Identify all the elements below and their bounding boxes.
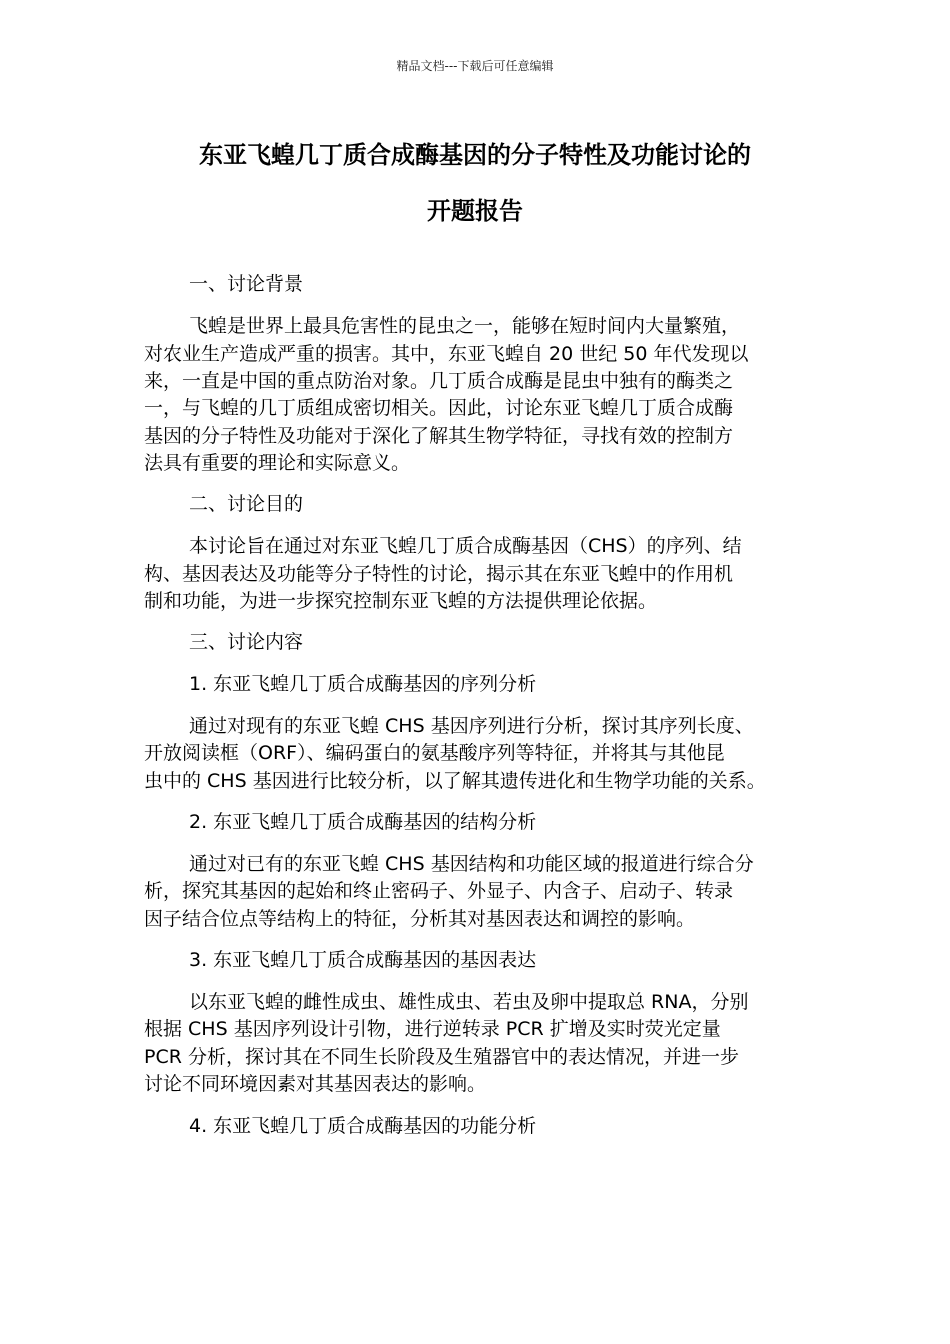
subheading-4: 4. 东亚飞蝗几丁质合成酶基因的功能分析 — [189, 1115, 537, 1137]
paragraph-line: 构、基因表达及功能等分子特性的讨论，揭示其在东亚飞蝗中的作用机 — [144, 563, 734, 585]
subheading-1: 1. 东亚飞蝗几丁质合成酶基因的序列分析 — [189, 673, 537, 695]
paragraph-line: 通过对现有的东亚飞蝗 CHS 基因序列进行分析，探讨其序列长度、 — [189, 715, 754, 737]
paragraph-line: 飞蝗是世界上最具危害性的昆虫之一，能够在短时间内大量繁殖， — [189, 315, 741, 337]
section-heading-background: 一、讨论背景 — [189, 273, 304, 295]
paragraph-line: 开放阅读框（ORF）、编码蛋白的氨基酸序列等特征，并将其与其他昆 — [144, 742, 725, 764]
paragraph-line: 根据 CHS 基因序列设计引物，进行逆转录 PCR 扩增及实时荧光定量 — [144, 1018, 721, 1040]
paragraph-line: 来，一直是中国的重点防治对象。几丁质合成酶是昆虫中独有的酶类之 — [144, 370, 734, 392]
paragraph-line: 本讨论旨在通过对东亚飞蝗几丁质合成酶基因（CHS）的序列、结 — [189, 535, 742, 557]
paragraph-line: 讨论不同环境因素对其基因表达的影响。 — [144, 1073, 487, 1095]
paragraph-line: 析，探究其基因的起始和终止密码子、外显子、内含子、启动子、转录 — [144, 880, 734, 902]
section-heading-content: 三、讨论内容 — [189, 631, 304, 653]
subheading-3: 3. 东亚飞蝗几丁质合成酶基因的基因表达 — [189, 949, 537, 971]
document-title-line-2: 开题报告 — [427, 197, 523, 225]
paragraph-line: 虫中的 CHS 基因进行比较分析，以了解其遗传进化和生物学功能的关系。 — [144, 770, 766, 792]
paragraph-line: 法具有重要的理论和实际意义。 — [144, 452, 411, 474]
paragraph-line: 因子结合位点等结构上的特征，分析其对基因表达和调控的影响。 — [144, 908, 696, 930]
paragraph-line: 一，与飞蝗的几丁质组成密切相关。因此，讨论东亚飞蝗几丁质合成酶 — [144, 397, 734, 419]
paragraph-line: 对农业生产造成严重的损害。其中，东亚飞蝗自 20 世纪 50 年代发现以 — [144, 343, 749, 365]
paragraph-line: 通过对已有的东亚飞蝗 CHS 基因结构和功能区域的报道进行综合分 — [189, 853, 754, 875]
paragraph-line: PCR 分析，探讨其在不同生长阶段及生殖器官中的表达情况，并进一步 — [144, 1046, 739, 1068]
subheading-2: 2. 东亚飞蝗几丁质合成酶基因的结构分析 — [189, 811, 537, 833]
document-title-line-1: 东亚飞蝗几丁质合成酶基因的分子特性及功能讨论的 — [199, 141, 751, 169]
section-heading-purpose: 二、讨论目的 — [189, 493, 304, 515]
header-note: 精品文档---下载后可任意编辑 — [396, 59, 554, 73]
paragraph-line: 以东亚飞蝗的雌性成虫、雄性成虫、若虫及卵中提取总 RNA，分别 — [189, 991, 749, 1013]
paragraph-line: 基因的分子特性及功能对于深化了解其生物学特征，寻找有效的控制方 — [144, 425, 734, 447]
paragraph-line: 制和功能，为进一步探究控制东亚飞蝗的方法提供理论依据。 — [144, 590, 658, 612]
